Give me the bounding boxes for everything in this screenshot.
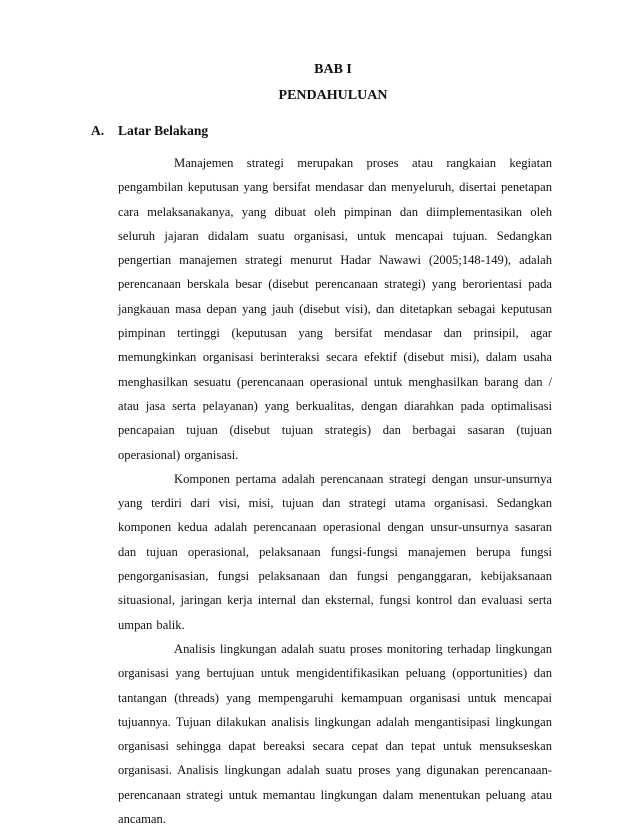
chapter-title: PENDAHULUAN bbox=[278, 88, 388, 103]
section-number: A. bbox=[91, 123, 105, 138]
paragraph-2: Komponen pertama adalah perencanaan strategi dengan unsur-unsurnya yang terdiri dari visi, misi, tujuan dan strategi utama organisasi. Sedangkan komponen kedua adalah perencanaan operasional dengan unsur-unsurnya sasaran dan tujuan operasional, pelaksanaan fungsi-fungsi manajemen berupa fungsi pengorganisasian, fungsi pelaksanaan dan fungsi penganggaran, kebijaksanaan situasional, jaringan kerja internal dan eksternal, fungsi kontrol dan evaluasi serta umpan balik. bbox=[118, 471, 552, 632]
paragraph-1: Manajemen strategi merupakan proses atau rangkaian kegiatan pengambilan keputusan yang bersifat mendasar dan menyeluruh, disertai penetapan cara melaksanakanya, yang dibuat oleh pimpinan dan diimplementasikan oleh seluruh jajaran didalam suatu organisasi, untuk mencapai tujuan. Sedangkan pengertian manajemen strategi menurut Hadar Nawawi (2005;148-149), adalah perencanaan berskala besar (disebut perencanaan strategi) yang berorientasi pada jangkauan masa depan yang jauh (disebut visi), dan ditetapkan sebagai keputusan pimpinan tertinggi (keputusan yang bersifat mendasar dan prinsipil, agar memungkinkan organisasi berinteraksi secara efektif (disebut misi), dalam usaha menghasilkan sesuatu (perencanaan operasional untuk menghasilkan barang dan / atau jasa serta pelayanan) yang berkualitas, dengan diarahkan pada optimalisasi pencapaian tujuan (disebut tujuan strategis) dan berbagai sasaran (tujuan operasional) organisasi. bbox=[118, 156, 552, 462]
body-text bbox=[118, 151, 552, 831]
chapter-label: BAB I bbox=[314, 62, 352, 77]
section-heading bbox=[91, 123, 208, 139]
section-title: Latar Belakang bbox=[118, 123, 209, 138]
paragraph-3: Analisis lingkungan adalah suatu proses monitoring terhadap lingkungan organisasi yang bertujuan untuk mengidentifikasikan peluang (opportunities) dan tantangan (threads) yang mempengaruhi kemampuan organisasi untuk mencapai tujuannya. Tujuan dilakukan analisis lingkungan adalah mengantisipasi lingkungan organisasi sehingga dapat bereaksi secara cepat dan tepat untuk mensukseskan organisasi. Analisis lingkungan adalah suatu proses yang digunakan perencanaan-perencanaan strategi untuk memantau lingkungan dalam menentukan peluang atau ancaman. bbox=[118, 641, 552, 827]
